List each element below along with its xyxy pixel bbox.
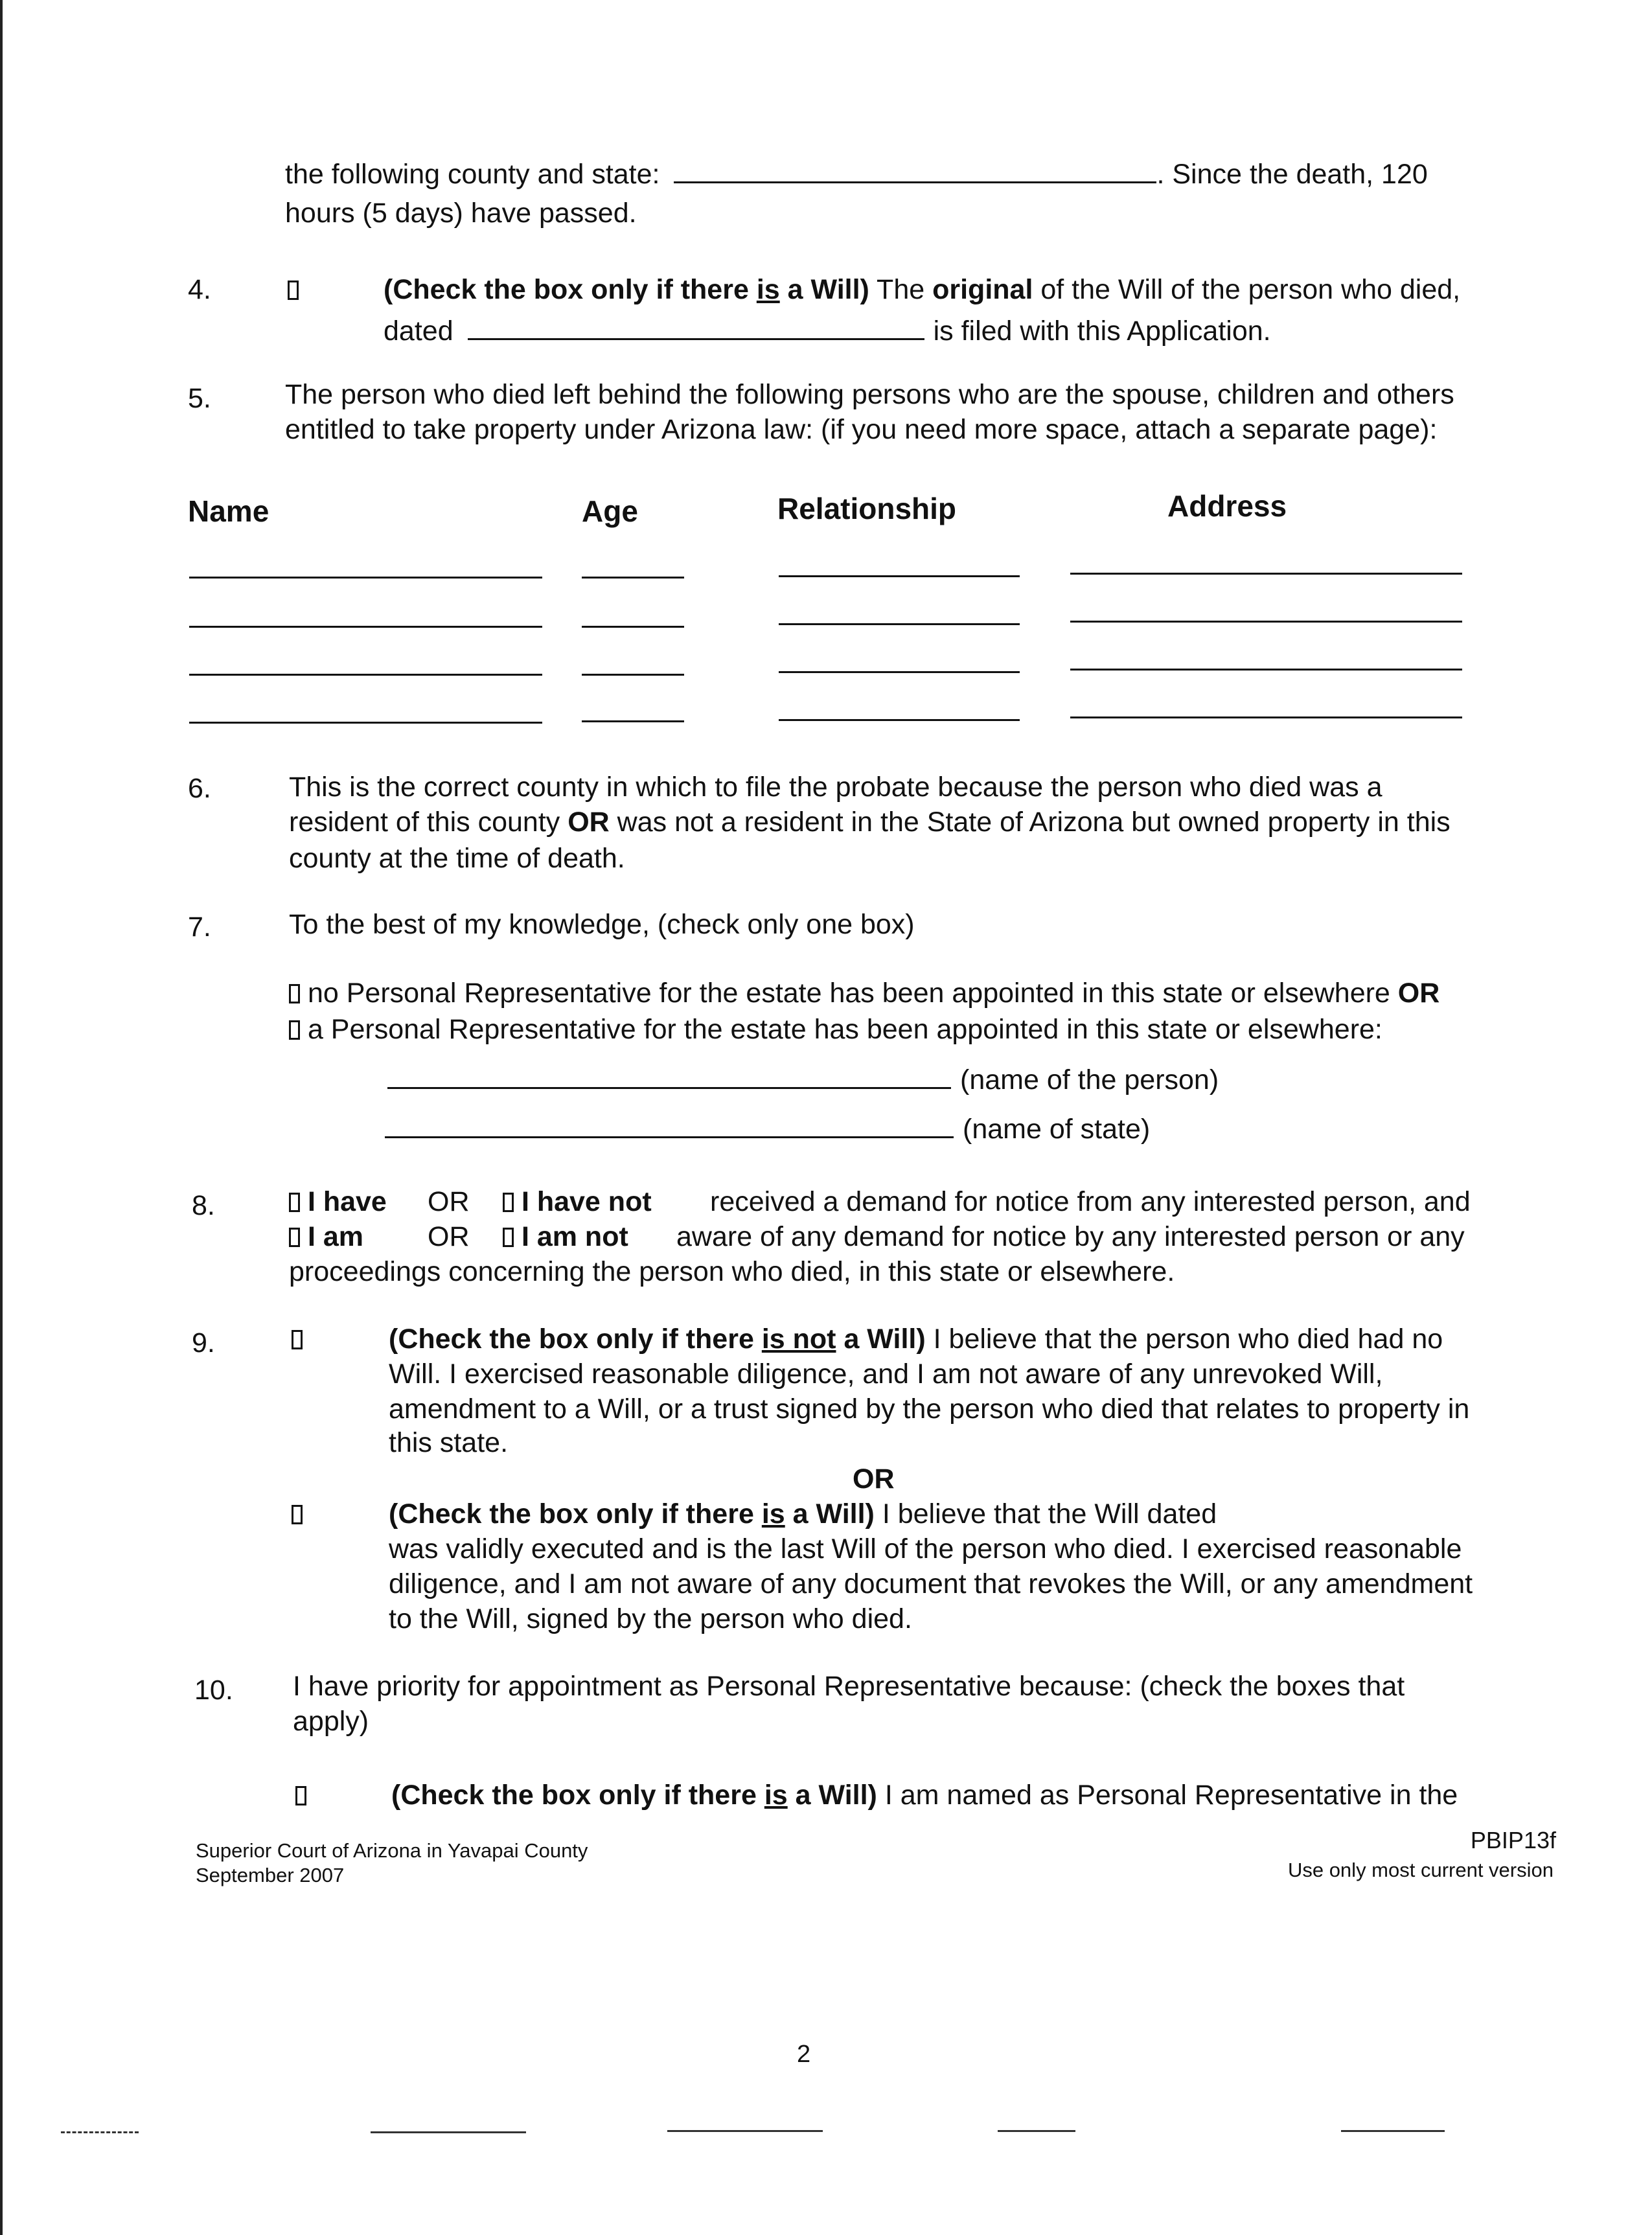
scan-artifact-line	[61, 2131, 139, 2133]
column-header-age: Age	[582, 494, 638, 528]
since-death-text: . Since the death, 120	[1156, 159, 1428, 190]
item-8-number: 8.	[192, 1190, 215, 1221]
item-8-line-1-tail: received a demand for notice from any interested person, and	[710, 1186, 1471, 1217]
state-name-row	[385, 1109, 1150, 1147]
item-4-number: 4.	[188, 274, 211, 305]
item-4-checkbox[interactable]	[288, 272, 299, 308]
scan-artifact-line	[1341, 2130, 1445, 2132]
checkbox-icon[interactable]	[289, 984, 300, 1003]
scan-artifact-line	[998, 2130, 1075, 2132]
item-9-a-line-2: Will. I exercised reasonable diligence, and I am not aware of any unrevoked Will,	[389, 1358, 1383, 1390]
item-9-b-line-2: was validly executed and is the last Will of the person who died. I exercised reasonable	[389, 1533, 1462, 1564]
heir-1-age-field[interactable]	[582, 577, 684, 579]
heir-1-relationship-field[interactable]	[779, 575, 1020, 577]
will-date-field[interactable]	[468, 311, 924, 340]
item-9-a-line-1: (Check the box only if there is not a Will) I believe that the person who died had no	[389, 1324, 1443, 1355]
continuation-line-2: hours (5 days) have passed.	[285, 198, 637, 229]
representative-name-field[interactable]	[387, 1060, 951, 1089]
item-6-number: 6.	[188, 773, 211, 804]
scan-artifact-line	[667, 2130, 823, 2132]
checkbox-icon[interactable]	[289, 1228, 300, 1247]
item-8-line-3: proceedings concerning the person who died, in this state or elsewhere.	[289, 1256, 1175, 1287]
representative-name-row	[387, 1060, 1219, 1098]
checkbox-icon[interactable]	[289, 1193, 300, 1212]
heir-2-relationship-field[interactable]	[779, 623, 1020, 625]
item-7-line-1: To the best of my knowledge, (check only one box)	[289, 909, 915, 940]
item-10-line-2: apply)	[293, 1706, 369, 1737]
checkbox-icon	[292, 1505, 303, 1524]
heir-3-address-field[interactable]	[1070, 669, 1462, 670]
item-7-option-appointed: a Personal Representative for the estate has been appointed in this state or elsewhere:	[289, 1012, 1382, 1048]
heir-2-address-field[interactable]	[1070, 621, 1462, 623]
checkbox-icon[interactable]	[289, 1020, 300, 1040]
column-header-name: Name	[188, 494, 270, 528]
item-5-number: 5.	[188, 383, 211, 414]
heir-4-relationship-field[interactable]	[779, 719, 1020, 721]
checkbox-icon	[288, 281, 299, 300]
page-number: 2	[797, 2041, 811, 2068]
item-10-line-1: I have priority for appointment as Personal Representative because: (check the boxes that	[293, 1671, 1405, 1702]
state-name-field[interactable]	[385, 1109, 954, 1138]
heir-2-name-field[interactable]	[189, 626, 542, 628]
item-4-line-2: dated is filed with this Application.	[384, 311, 1271, 349]
item-9-no-will-checkbox[interactable]	[292, 1322, 303, 1357]
county-state-field[interactable]	[674, 154, 1156, 183]
heir-4-address-field[interactable]	[1070, 716, 1462, 718]
state-name-label: (name of state)	[963, 1114, 1151, 1145]
item-5-line-2: entitled to take property under Arizona law: (if you need more space, attach a separate page):	[285, 414, 1438, 445]
item-4-line-1: (Check the box only if there is a Will) The original of the Will of the person who died,	[384, 274, 1461, 305]
column-header-address: Address	[1167, 489, 1287, 523]
item-7-option-none: no Personal Representative for the estate has been appointed in this state or elsewhere OR	[289, 976, 1440, 1011]
scan-artifact-line	[371, 2131, 526, 2133]
checkbox-icon	[292, 1330, 303, 1349]
item-9-number: 9.	[192, 1327, 215, 1358]
heir-3-age-field[interactable]	[582, 674, 684, 676]
item-9-a-line-4: this state.	[389, 1427, 509, 1458]
heir-4-name-field[interactable]	[189, 722, 542, 724]
continuation-line-1	[285, 154, 1428, 192]
heir-3-relationship-field[interactable]	[779, 671, 1020, 673]
scan-page-edge	[0, 0, 3, 2235]
item-9-b-line-4: to the Will, signed by the person who died.	[389, 1603, 912, 1634]
heir-1-name-field[interactable]	[189, 577, 542, 579]
item-6-line-1: This is the correct county in which to file the probate because the person who died was a	[289, 772, 1382, 803]
item-8-i-have: I have	[289, 1184, 387, 1220]
item-9-will-checkbox[interactable]	[292, 1496, 303, 1532]
item-9-or: OR	[853, 1463, 895, 1495]
item-8-i-am-not: I am not	[503, 1219, 628, 1255]
item-10-number: 10.	[194, 1675, 233, 1706]
checkbox-icon[interactable]	[503, 1228, 514, 1247]
item-5-line-1: The person who died left behind the following persons who are the spouse, children and others	[285, 379, 1454, 410]
representative-name-label: (name of the person)	[960, 1064, 1219, 1095]
item-8-or-1: OR	[428, 1186, 470, 1217]
checkbox-icon[interactable]	[503, 1193, 514, 1212]
item-6-line-3: county at the time of death.	[289, 843, 625, 874]
item-10-will-checkbox[interactable]	[295, 1778, 306, 1813]
heir-2-age-field[interactable]	[582, 626, 684, 628]
heir-3-name-field[interactable]	[189, 674, 542, 676]
item-7-number: 7.	[188, 911, 211, 943]
item-8-i-am: I am	[289, 1219, 363, 1255]
footer-date: September 2007	[196, 1864, 345, 1886]
footer-court: Superior Court of Arizona in Yavapai County	[196, 1839, 588, 1862]
heir-4-age-field[interactable]	[582, 720, 684, 722]
item-9-b-line-3: diligence, and I am not aware of any document that revokes the Will, or any amendment	[389, 1568, 1473, 1599]
item-8-or-2: OR	[428, 1221, 470, 1252]
item-9-b-line-1: (Check the box only if there is a Will) I believe that the Will dated	[389, 1498, 1217, 1530]
item-10-c-line-1: (Check the box only if there is a Will) I am named as Personal Representative in the	[391, 1780, 1458, 1811]
column-header-relationship: Relationship	[777, 492, 957, 525]
footer-form-id: PBIP13f	[1470, 1827, 1556, 1853]
footer-version-note: Use only most current version	[1287, 1859, 1554, 1881]
county-state-label: the following county and state:	[285, 159, 660, 190]
item-8-i-have-not: I have not	[503, 1184, 652, 1220]
item-6-line-2: resident of this county OR was not a resident in the State of Arizona but owned property in this	[289, 807, 1451, 838]
checkbox-icon	[295, 1786, 306, 1805]
item-9-a-line-3: amendment to a Will, or a trust signed by the person who died that relates to property in	[389, 1393, 1470, 1425]
heir-1-address-field[interactable]	[1070, 573, 1462, 575]
item-8-line-2-tail: aware of any demand for notice by any interested person or any	[676, 1221, 1465, 1252]
